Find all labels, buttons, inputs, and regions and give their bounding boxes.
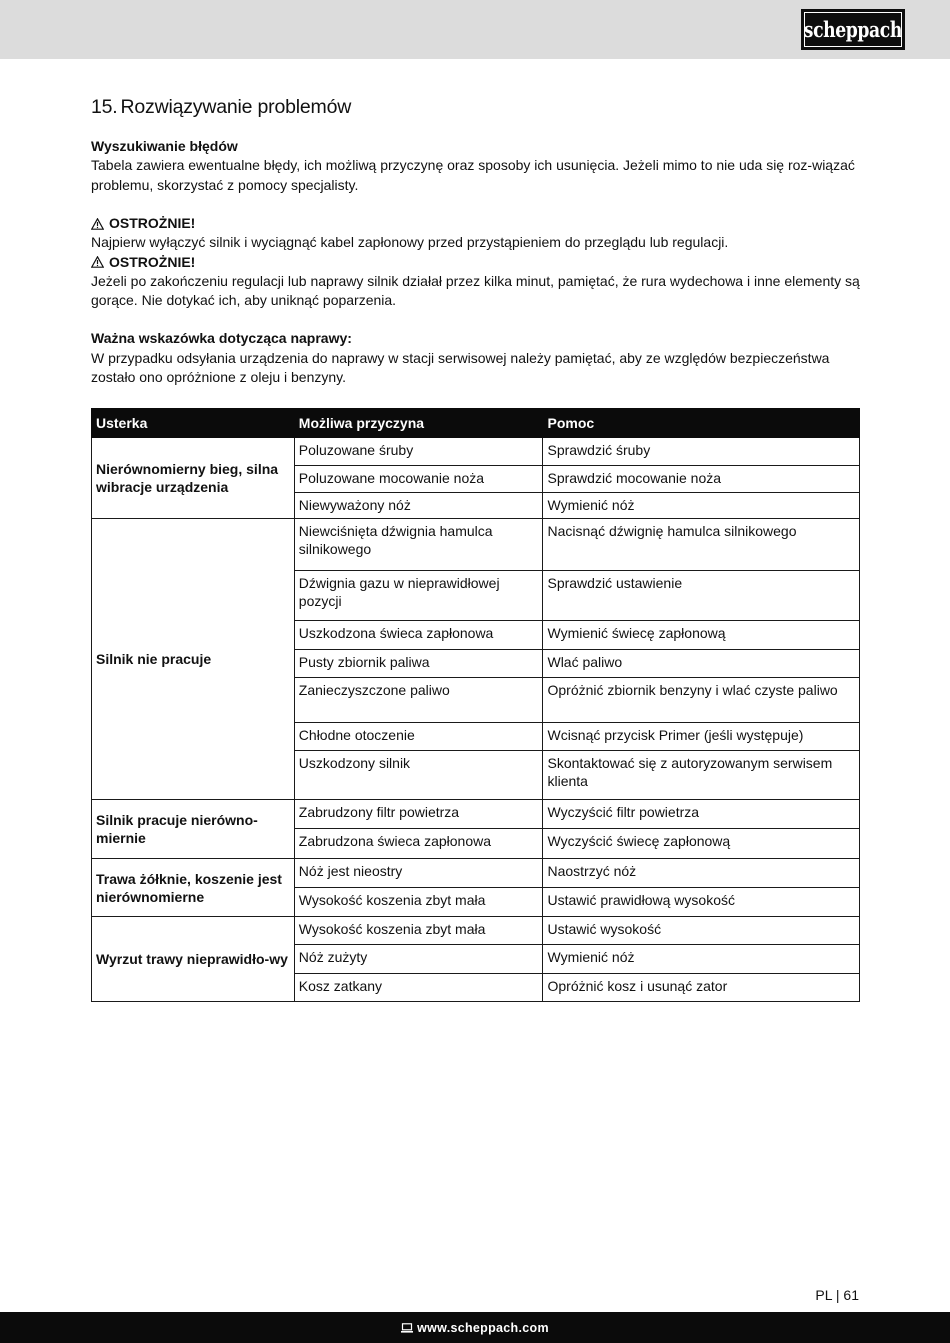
remedy-cell: Skontaktować się z autoryzowanym serwisem klienta (543, 751, 860, 800)
main-content (91, 96, 860, 388)
warning-label: OSTROŻNIE! (109, 253, 196, 270)
cause-cell: Uszkodzony silnik (294, 751, 543, 800)
table-row (92, 438, 860, 466)
remedy-cell: Wyczyścić świecę zapłonową (543, 829, 860, 859)
header-cause: Możliwa przyczyna (294, 409, 543, 438)
warning-text: Najpierw wyłączyć silnik i wyciągnąć kabel zapłonowy przed przystąpieniem do przeglądu lub regulacji. (91, 234, 729, 251)
cause-cell: Pusty zbiornik paliwa (294, 650, 543, 678)
warnings-block (91, 214, 860, 310)
remedy-cell: Wymienić nóż (543, 945, 860, 974)
warning-label: OSTROŻNIE! (109, 215, 196, 232)
section-title: Rozwiązywanie problemów (120, 96, 352, 118)
fault-cell: Wyrzut trawy nieprawidło-wy (92, 917, 295, 1002)
troubleshooting-intro (91, 137, 860, 195)
cause-cell: Chłodne otoczenie (294, 723, 543, 751)
fault-cell: Silnik nie pracuje (92, 519, 295, 800)
fault-cell: Silnik pracuje nierówno-miernie (92, 800, 295, 859)
header-fault: Usterka (92, 409, 295, 438)
cause-cell: Niewciśnięta dźwignia hamulca silnikowego (294, 519, 543, 571)
remedy-cell: Opróżnić kosz i usunąć zator (543, 974, 860, 1002)
remedy-cell: Wymienić nóż (543, 493, 860, 519)
cause-cell: Poluzowane śruby (294, 438, 543, 466)
cause-cell: Nóż zużyty (294, 945, 543, 974)
section-number: 15. (91, 96, 118, 118)
fault-cell: Trawa żółknie, koszenie jest nierównomierne (92, 859, 295, 917)
remedy-cell: Wcisnąć przycisk Primer (jeśli występuje) (543, 723, 860, 751)
cause-cell: Dźwignia gazu w nieprawidłowej pozycji (294, 571, 543, 621)
remedy-cell: Sprawdzić śruby (543, 438, 860, 466)
scheppach-logo (801, 9, 905, 50)
fault-cell: Nierównomierny bieg, silna wibracje urządzenia (92, 438, 295, 519)
cause-cell: Niewyważony nóż (294, 493, 543, 519)
table-row (92, 519, 860, 571)
remedy-cell: Ustawić wysokość (543, 917, 860, 945)
footer-url[interactable]: www.scheppach.com (417, 1320, 549, 1335)
table-row (92, 800, 860, 829)
remedy-cell: Wlać paliwo (543, 650, 860, 678)
cause-cell: Zabrudzona świeca zapłonowa (294, 829, 543, 859)
header-remedy: Pomoc (543, 409, 860, 438)
table-row (92, 859, 860, 888)
remedy-cell: Sprawdzić mocowanie noża (543, 466, 860, 493)
warning-heading (91, 214, 860, 233)
cause-cell: Kosz zatkany (294, 974, 543, 1002)
warning-triangle-icon (91, 256, 104, 268)
repair-note-title: Ważna wskazówka dotycząca naprawy: (91, 330, 352, 347)
remedy-cell: Sprawdzić ustawienie (543, 571, 860, 621)
warning-heading (91, 253, 860, 272)
warning-triangle-icon (91, 218, 104, 230)
warning-text: Jeżeli po zakończeniu regulacji lub naprawy silnik działał przez kilka minut, pamiętać, że rura wydechowa i inne elementy są gorące. Nie dotykać ich, aby uniknąć poparzenia. (91, 272, 860, 309)
cause-cell: Wysokość koszenia zbyt mała (294, 917, 543, 945)
cause-cell: Zabrudzony filtr powietrza (294, 800, 543, 829)
table-row (92, 917, 860, 945)
section-heading (91, 96, 860, 119)
remedy-cell: Opróżnić zbiornik benzyny i wlać czyste paliwo (543, 678, 860, 723)
remedy-cell: Wyczyścić filtr powietrza (543, 800, 860, 829)
cause-cell: Zanieczyszczone paliwo (294, 678, 543, 723)
cause-cell: Nóż jest nieostry (294, 859, 543, 888)
logo-text: scheppach (803, 17, 903, 42)
remedy-cell: Nacisnąć dźwignię hamulca silnikowego (543, 519, 860, 571)
cause-cell: Poluzowane mocowanie noża (294, 466, 543, 493)
computer-icon (401, 1323, 413, 1333)
troubleshooting-title: Wyszukiwanie błędów (91, 138, 238, 154)
remedy-cell: Wymienić świecę zapłonową (543, 621, 860, 650)
cause-cell: Uszkodzona świeca zapłonowa (294, 621, 543, 650)
troubleshooting-table (91, 408, 860, 1002)
footer-bar (0, 1312, 950, 1343)
page-number: PL | 61 (815, 1287, 859, 1303)
troubleshooting-text: Tabela zawiera ewentualne błędy, ich możliwą przyczynę oraz sposoby ich usunięcia. Jeżeli mimo to nie uda się roz-wiązać problemu, skorzystać z pomocy specjalisty. (91, 157, 855, 193)
repair-note-text: W przypadku odsyłania urządzenia do naprawy w stacji serwisowej należy pamiętać, aby ze względów bezpieczeństwa zostało ono opróżnione z oleju i benzyny. (91, 349, 830, 386)
table-header-row (92, 409, 860, 438)
cause-cell: Wysokość koszenia zbyt mała (294, 888, 543, 917)
repair-note (91, 329, 860, 387)
remedy-cell: Ustawić prawidłową wysokość (543, 888, 860, 917)
remedy-cell: Naostrzyć nóż (543, 859, 860, 888)
